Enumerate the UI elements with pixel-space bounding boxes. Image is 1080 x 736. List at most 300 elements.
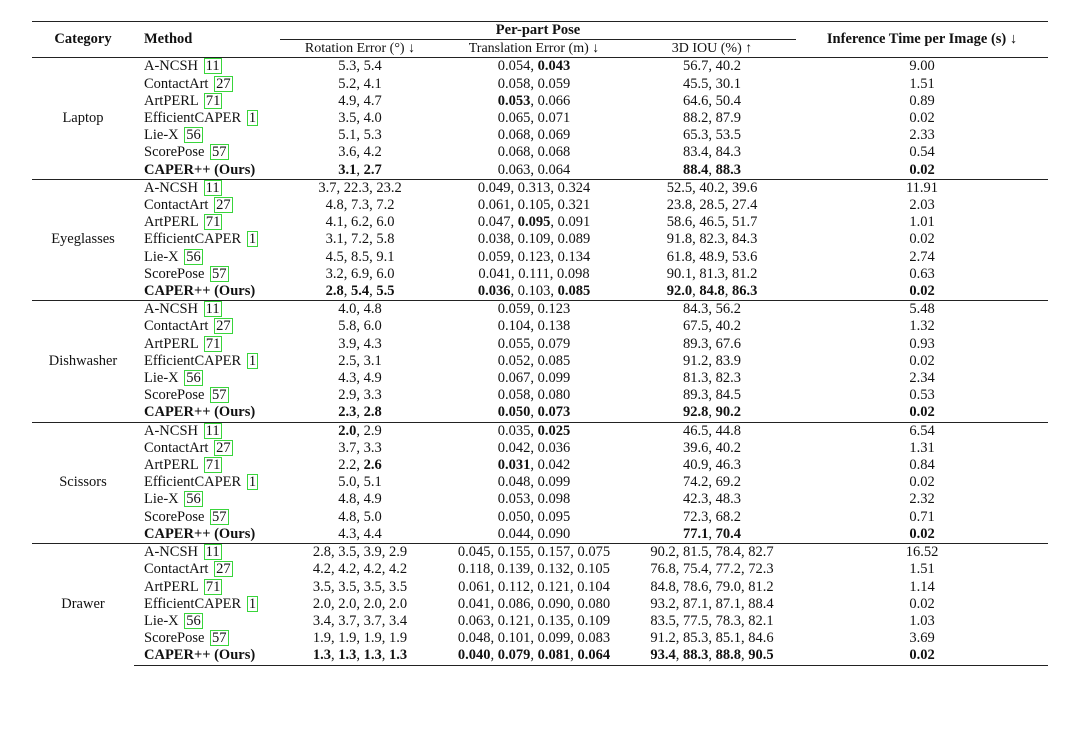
iou-cell: 84.8, 78.6, 79.0, 81.2 bbox=[650, 578, 774, 595]
translation-cell: 0.036, 0.103, 0.085 bbox=[477, 283, 591, 300]
rotation-cell: 2.9, 3.3 bbox=[338, 387, 382, 404]
translation-cell: 0.118, 0.139, 0.132, 0.105 bbox=[458, 561, 610, 578]
translation-cell: 0.104, 0.138 bbox=[497, 318, 571, 335]
citation-link[interactable]: 11 bbox=[205, 544, 220, 561]
method-name: ContactArt bbox=[144, 561, 209, 578]
method-name: ArtPERL bbox=[144, 214, 199, 231]
translation-value: 0.036 bbox=[477, 283, 511, 300]
iou-value: 69.2 bbox=[715, 474, 741, 491]
citation-link[interactable]: 11 bbox=[205, 301, 220, 318]
method-cell bbox=[134, 440, 280, 457]
iou-value: 40.2 bbox=[715, 318, 741, 335]
rotation-value: 4.8 bbox=[338, 491, 357, 508]
inference-value: 0.02 bbox=[909, 161, 935, 178]
table-row bbox=[32, 440, 1048, 457]
table-row bbox=[32, 127, 1048, 144]
rotation-value: 5.4 bbox=[363, 58, 382, 75]
translation-value: 0.040 bbox=[457, 647, 491, 664]
inference-cell bbox=[796, 58, 1048, 76]
rotation-value: 4.9 bbox=[363, 491, 382, 508]
translation-value: 0.324 bbox=[557, 179, 591, 196]
rotation-cell: 2.0, 2.0, 2.0, 2.0 bbox=[312, 595, 408, 612]
method-name: ContactArt bbox=[144, 318, 209, 335]
iou-value: 81.3 bbox=[683, 370, 709, 387]
method-cell bbox=[134, 58, 280, 76]
iou-value: 70.4 bbox=[715, 525, 741, 542]
rotation-cell: 2.8, 5.4, 5.5 bbox=[325, 283, 395, 300]
method-name: Lie-X bbox=[144, 491, 179, 508]
rotation-value: 4.2 bbox=[363, 144, 382, 161]
citation-link[interactable]: 71 bbox=[205, 335, 221, 352]
translation-value: 0.050 bbox=[497, 508, 531, 525]
iou-value: 72.3 bbox=[748, 561, 774, 578]
method-name: A-NCSH bbox=[144, 544, 198, 561]
translation-value: 0.041 bbox=[457, 595, 491, 612]
rotation-cell: 5.1, 5.3 bbox=[338, 127, 382, 144]
iou-value: 90.2 bbox=[715, 404, 741, 421]
translation-cell: 0.067, 0.099 bbox=[497, 370, 571, 387]
method-cell bbox=[134, 283, 280, 301]
citation-link[interactable]: 27 bbox=[216, 439, 231, 456]
method-cell bbox=[134, 387, 280, 404]
translation-cell: 0.048, 0.099 bbox=[497, 474, 571, 491]
translation-value: 0.064 bbox=[537, 161, 571, 178]
rotation-cell: 5.8, 6.0 bbox=[338, 318, 382, 335]
iou-value: 51.7 bbox=[731, 214, 758, 231]
inference-value: 0.02 bbox=[909, 525, 935, 542]
citation-link[interactable]: 27 bbox=[216, 561, 231, 578]
translation-value: 0.047 bbox=[477, 214, 511, 231]
iou-cell: 42.3, 48.3 bbox=[683, 491, 741, 508]
translation-value: 0.063 bbox=[497, 161, 531, 178]
translation-value: 0.123 bbox=[537, 301, 571, 318]
translation-value: 0.123 bbox=[517, 248, 551, 265]
rotation-cell: 3.2, 6.9, 6.0 bbox=[325, 265, 395, 282]
citation-link[interactable]: 71 bbox=[205, 457, 221, 474]
method-name: A-NCSH bbox=[144, 58, 198, 75]
iou-value: 81.2 bbox=[748, 578, 774, 595]
citation-link[interactable]: 1 bbox=[248, 110, 257, 127]
rotation-cell: 4.3, 4.9 bbox=[338, 370, 382, 387]
citation-link[interactable]: 1 bbox=[248, 595, 257, 612]
iou-cell: 93.4, 88.3, 88.8, 90.5 bbox=[628, 647, 796, 665]
citation-link[interactable]: 1 bbox=[248, 231, 257, 248]
table-row bbox=[32, 318, 1048, 335]
translation-value: 0.059 bbox=[497, 301, 531, 318]
citation-link[interactable]: 56 bbox=[186, 248, 201, 265]
method-cell bbox=[134, 491, 280, 508]
iou-value: 84.3 bbox=[683, 301, 709, 318]
translation-cell: 0.059, 0.123, 0.134 bbox=[477, 248, 591, 265]
iou-value: 81.3 bbox=[699, 265, 725, 282]
inference-cell bbox=[796, 353, 1048, 370]
iou-value: 52.5 bbox=[666, 179, 693, 196]
iou-cell: 77.1, 70.4 bbox=[683, 525, 741, 542]
citation-link[interactable]: 56 bbox=[186, 612, 201, 629]
table-row bbox=[32, 214, 1048, 231]
translation-value: 0.058 bbox=[497, 387, 531, 404]
inference-cell bbox=[796, 370, 1048, 387]
translation-value: 0.085 bbox=[537, 352, 571, 369]
category-cell: Laptop bbox=[32, 58, 134, 179]
iou-value: 85.1 bbox=[715, 630, 741, 647]
translation-value: 0.053 bbox=[497, 491, 531, 508]
iou-value: 93.4 bbox=[650, 647, 676, 664]
iou-value: 88.3 bbox=[683, 647, 709, 664]
translation-value: 0.080 bbox=[577, 595, 611, 612]
iou-cell: 46.5, 44.8 bbox=[628, 422, 796, 440]
method-name: ContactArt bbox=[144, 197, 209, 214]
rotation-value: 2.7 bbox=[363, 161, 382, 178]
inference-value: 3.69 bbox=[909, 630, 935, 647]
iou-value: 64.6 bbox=[683, 92, 709, 109]
table-row bbox=[32, 301, 1048, 319]
citation-link[interactable]: 27 bbox=[216, 75, 231, 92]
iou-value: 72.3 bbox=[683, 508, 709, 525]
translation-value: 0.105 bbox=[517, 197, 551, 214]
table-row bbox=[32, 110, 1048, 127]
translation-value: 0.049 bbox=[477, 179, 511, 196]
iou-cell: 89.3, 67.6 bbox=[683, 335, 741, 352]
rotation-value: 1.9 bbox=[338, 630, 357, 647]
translation-value: 0.038 bbox=[477, 231, 511, 248]
rotation-value: 3.7 bbox=[318, 179, 337, 196]
table-row bbox=[32, 179, 1048, 197]
translation-value: 0.058 bbox=[497, 75, 531, 92]
translation-value: 0.068 bbox=[497, 144, 531, 161]
rotation-value: 6.0 bbox=[376, 265, 395, 282]
rotation-value: 6.0 bbox=[363, 318, 382, 335]
translation-value: 0.135 bbox=[537, 612, 571, 629]
citation-link[interactable]: 1 bbox=[248, 352, 257, 369]
inference-cell bbox=[796, 197, 1048, 214]
rotation-value: 2.8 bbox=[363, 404, 382, 421]
inference-value: 0.02 bbox=[909, 595, 935, 612]
method-cell bbox=[134, 214, 280, 231]
citation-link[interactable]: 27 bbox=[216, 318, 231, 335]
translation-value: 0.061 bbox=[477, 197, 511, 214]
rotation-value: 4.2 bbox=[312, 561, 331, 578]
table-row bbox=[32, 266, 1048, 283]
results-table bbox=[32, 21, 1048, 666]
translation-value: 0.091 bbox=[557, 214, 591, 231]
iou-value: 88.2 bbox=[683, 110, 709, 127]
iou-value: 56.2 bbox=[715, 301, 741, 318]
inference-cell bbox=[796, 110, 1048, 127]
rotation-value: 3.5 bbox=[338, 544, 357, 561]
iou-value: 23.8 bbox=[666, 197, 693, 214]
rotation-cell: 4.3, 4.4 bbox=[338, 525, 382, 542]
citation-link[interactable]: 27 bbox=[216, 197, 231, 214]
iou-value: 83.5 bbox=[650, 612, 676, 629]
inference-cell bbox=[796, 266, 1048, 283]
translation-value: 0.063 bbox=[457, 612, 491, 629]
iou-cell: 58.6, 46.5, 51.7 bbox=[666, 214, 758, 231]
citation-link[interactable]: 57 bbox=[212, 265, 227, 282]
rotation-value: 5.4 bbox=[350, 283, 370, 300]
iou-value: 77.5 bbox=[683, 612, 709, 629]
iou-value: 87.1 bbox=[683, 595, 709, 612]
method-cell bbox=[134, 179, 280, 197]
inference-cell bbox=[796, 127, 1048, 144]
citation-link[interactable]: 56 bbox=[186, 491, 201, 508]
translation-cell: 0.035, 0.025 bbox=[440, 422, 628, 440]
citation-link[interactable]: 56 bbox=[186, 127, 201, 144]
rotation-value: 3.4 bbox=[312, 612, 331, 629]
translation-value: 0.104 bbox=[497, 318, 531, 335]
method-cell bbox=[134, 596, 280, 613]
rotation-cell: 4.8, 7.3, 7.2 bbox=[325, 197, 395, 214]
translation-value: 0.031 bbox=[497, 457, 531, 474]
translation-value: 0.045 bbox=[457, 544, 491, 561]
iou-value: 65.3 bbox=[683, 127, 709, 144]
translation-value: 0.090 bbox=[537, 595, 571, 612]
rotation-value: 4.1 bbox=[363, 75, 382, 92]
translation-cell: 0.045, 0.155, 0.157, 0.075 bbox=[440, 544, 628, 562]
iou-value: 91.2 bbox=[683, 352, 709, 369]
iou-cell: 76.8, 75.4, 77.2, 72.3 bbox=[650, 561, 774, 578]
citation-link[interactable]: 56 bbox=[186, 370, 201, 387]
iou-value: 84.8 bbox=[650, 578, 676, 595]
translation-cell: 0.063, 0.064 bbox=[497, 161, 571, 178]
rotation-cell: 3.1, 7.2, 5.8 bbox=[325, 231, 395, 248]
method-name: ContactArt bbox=[144, 439, 209, 456]
method-cell bbox=[134, 336, 280, 353]
table-row bbox=[32, 370, 1048, 387]
iou-cell: 65.3, 53.5 bbox=[683, 127, 741, 144]
inference-cell bbox=[796, 387, 1048, 404]
method-name: A-NCSH bbox=[144, 422, 198, 439]
iou-value: 42.3 bbox=[683, 491, 709, 508]
rotation-value: 3.9 bbox=[338, 335, 357, 352]
translation-value: 0.109 bbox=[577, 612, 611, 629]
method-cell bbox=[134, 579, 280, 596]
table-row bbox=[32, 457, 1048, 474]
iou-value: 88.4 bbox=[683, 161, 709, 178]
translation-value: 0.075 bbox=[577, 544, 611, 561]
iou-cell: 90.2, 81.5, 78.4, 82.7 bbox=[628, 544, 796, 562]
rotation-value: 3.1 bbox=[325, 231, 344, 248]
iou-value: 81.5 bbox=[683, 544, 709, 561]
rotation-cell: 4.2, 4.2, 4.2, 4.2 bbox=[312, 561, 408, 578]
rotation-value: 7.2 bbox=[376, 197, 395, 214]
translation-cell: 0.065, 0.071 bbox=[497, 110, 571, 127]
method-name: ScorePose bbox=[144, 630, 205, 647]
translation-value: 0.138 bbox=[537, 318, 571, 335]
iou-cell: 83.4, 84.3 bbox=[683, 144, 741, 161]
rotation-value: 2.0 bbox=[312, 595, 331, 612]
iou-value: 93.2 bbox=[650, 595, 676, 612]
translation-cell: 0.061, 0.105, 0.321 bbox=[477, 197, 591, 214]
rotation-value: 3.3 bbox=[363, 387, 382, 404]
iou-value: 48.9 bbox=[699, 248, 725, 265]
citation-link[interactable]: 57 bbox=[212, 144, 227, 161]
table-row bbox=[32, 491, 1048, 508]
iou-cell: 40.9, 46.3 bbox=[683, 457, 741, 474]
rotation-value: 2.8 bbox=[312, 544, 331, 561]
translation-cell: 0.050, 0.073 bbox=[497, 404, 571, 421]
rotation-cell: 5.0, 5.1 bbox=[338, 474, 382, 491]
inference-value: 1.32 bbox=[909, 318, 935, 335]
translation-cell: 0.052, 0.085 bbox=[497, 352, 571, 369]
method-cell bbox=[134, 647, 280, 665]
rotation-value: 3.7 bbox=[363, 612, 382, 629]
rotation-value: 4.3 bbox=[338, 370, 357, 387]
translation-value: 0.064 bbox=[577, 647, 611, 664]
citation-link[interactable]: 71 bbox=[205, 92, 221, 109]
method-name: ArtPERL bbox=[144, 578, 199, 595]
inference-cell bbox=[796, 647, 1048, 665]
method-name: EfficientCAPER bbox=[144, 231, 242, 248]
translation-value: 0.059 bbox=[537, 75, 571, 92]
translation-cell: 0.041, 0.086, 0.090, 0.080 bbox=[457, 595, 611, 612]
method-cell bbox=[134, 474, 280, 491]
iou-value: 89.3 bbox=[683, 387, 709, 404]
citation-link[interactable]: 11 bbox=[205, 179, 220, 196]
translation-value: 0.035 bbox=[497, 422, 531, 439]
iou-cell: 56.7, 40.2 bbox=[628, 58, 796, 76]
rotation-cell: 2.2, 2.6 bbox=[338, 457, 382, 474]
rotation-cell: 4.5, 8.5, 9.1 bbox=[325, 248, 395, 265]
translation-value: 0.079 bbox=[497, 647, 531, 664]
translation-cell: 0.059, 0.123 bbox=[440, 301, 628, 319]
table-row bbox=[32, 353, 1048, 370]
header-method: Method bbox=[134, 22, 280, 58]
inference-cell bbox=[796, 144, 1048, 161]
method-cell bbox=[134, 301, 280, 319]
translation-value: 0.080 bbox=[537, 387, 571, 404]
iou-value: 90.1 bbox=[666, 265, 693, 282]
inference-cell bbox=[796, 509, 1048, 526]
iou-value: 28.5 bbox=[699, 197, 725, 214]
method-name: EfficientCAPER bbox=[144, 595, 242, 612]
iou-value: 92.0 bbox=[666, 283, 693, 300]
iou-value: 74.2 bbox=[683, 474, 709, 491]
table-row bbox=[32, 474, 1048, 491]
method-name: ScorePose bbox=[144, 508, 205, 525]
translation-value: 0.098 bbox=[557, 265, 590, 282]
citation-link[interactable]: 71 bbox=[205, 578, 221, 595]
category-cell: Scissors bbox=[32, 422, 134, 543]
citation-link[interactable]: 57 bbox=[212, 387, 227, 404]
iou-value: 67.5 bbox=[683, 318, 709, 335]
translation-value: 0.052 bbox=[497, 352, 531, 369]
table-row bbox=[32, 162, 1048, 180]
rotation-value: 2.2 bbox=[338, 457, 357, 474]
citation-link[interactable]: 57 bbox=[212, 630, 227, 647]
translation-cell: 0.063, 0.121, 0.135, 0.109 bbox=[457, 612, 611, 629]
translation-value: 0.313 bbox=[517, 179, 551, 196]
inference-cell bbox=[796, 561, 1048, 578]
translation-cell: 0.049, 0.313, 0.324 bbox=[440, 179, 628, 197]
rotation-value: 3.2 bbox=[325, 265, 344, 282]
method-cell bbox=[134, 526, 280, 544]
translation-value: 0.043 bbox=[537, 58, 571, 75]
rotation-cell: 5.3, 5.4 bbox=[280, 58, 440, 76]
translation-value: 0.090 bbox=[537, 525, 571, 542]
rotation-value: 1.3 bbox=[338, 647, 357, 664]
rotation-value: 5.0 bbox=[338, 474, 357, 491]
inference-value: 1.01 bbox=[909, 214, 935, 231]
category-cell: Eyeglasses bbox=[32, 179, 134, 300]
method-cell bbox=[134, 127, 280, 144]
iou-cell: 45.5, 30.1 bbox=[683, 75, 741, 92]
inference-cell bbox=[796, 596, 1048, 613]
citation-link[interactable]: 11 bbox=[205, 422, 220, 439]
iou-value: 61.8 bbox=[666, 248, 693, 265]
header-3d-iou: 3D IOU (%) ↑ bbox=[671, 41, 753, 57]
inference-value: 0.02 bbox=[909, 404, 935, 421]
iou-value: 27.4 bbox=[731, 197, 758, 214]
rotation-value: 3.5 bbox=[312, 578, 331, 595]
method-cell bbox=[134, 353, 280, 370]
translation-value: 0.071 bbox=[537, 110, 571, 127]
table-row bbox=[32, 249, 1048, 266]
translation-value: 0.048 bbox=[497, 474, 531, 491]
inference-cell bbox=[796, 457, 1048, 474]
method-name: A-NCSH bbox=[144, 179, 198, 196]
inference-cell bbox=[796, 579, 1048, 596]
method-name: ScorePose bbox=[144, 387, 205, 404]
citation-link[interactable]: 11 bbox=[205, 58, 220, 75]
table-row bbox=[32, 197, 1048, 214]
rotation-cell: 3.1, 2.7 bbox=[338, 161, 382, 178]
translation-value: 0.025 bbox=[537, 422, 571, 439]
translation-value: 0.041 bbox=[478, 265, 511, 282]
rotation-cell: 3.6, 4.2 bbox=[338, 144, 382, 161]
translation-value: 0.079 bbox=[537, 335, 571, 352]
table-row bbox=[32, 404, 1048, 422]
translation-cell: 0.042, 0.036 bbox=[497, 439, 571, 456]
method-cell bbox=[134, 197, 280, 214]
translation-value: 0.053 bbox=[497, 92, 531, 109]
inference-value: 1.31 bbox=[909, 439, 935, 456]
citation-link[interactable]: 71 bbox=[205, 214, 221, 231]
translation-value: 0.061 bbox=[458, 578, 491, 595]
rotation-value: 1.9 bbox=[312, 630, 331, 647]
method-cell bbox=[134, 544, 280, 562]
rotation-value: 3.6 bbox=[338, 144, 357, 161]
inference-value: 0.02 bbox=[909, 474, 935, 491]
iou-value: 77.1 bbox=[683, 525, 709, 542]
table-row bbox=[32, 630, 1048, 647]
table-row bbox=[32, 561, 1048, 578]
method-cell bbox=[134, 422, 280, 440]
table-row bbox=[32, 544, 1048, 562]
inference-value: 0.54 bbox=[909, 144, 935, 161]
translation-value: 0.059 bbox=[477, 248, 511, 265]
method-name: CAPER++ (Ours) bbox=[144, 161, 256, 178]
inference-cell bbox=[796, 214, 1048, 231]
inference-cell bbox=[796, 422, 1048, 440]
iou-cell: 91.2, 85.3, 85.1, 84.6 bbox=[650, 630, 774, 647]
category-cell: Dishwasher bbox=[32, 301, 134, 422]
inference-value: 1.03 bbox=[909, 612, 935, 629]
inference-value: 0.53 bbox=[909, 387, 935, 404]
inference-cell bbox=[796, 404, 1048, 422]
rotation-cell: 4.1, 6.2, 6.0 bbox=[325, 214, 395, 231]
rotation-value: 9.1 bbox=[376, 248, 395, 265]
method-cell bbox=[134, 318, 280, 335]
inference-cell bbox=[796, 440, 1048, 457]
citation-link[interactable]: 1 bbox=[248, 474, 257, 491]
rotation-value: 6.2 bbox=[350, 214, 370, 231]
citation-link[interactable]: 57 bbox=[212, 508, 227, 525]
inference-cell bbox=[796, 613, 1048, 630]
method-cell bbox=[134, 249, 280, 266]
rotation-value: 3.4 bbox=[389, 612, 408, 629]
rotation-cell: 2.0, 2.9 bbox=[280, 422, 440, 440]
